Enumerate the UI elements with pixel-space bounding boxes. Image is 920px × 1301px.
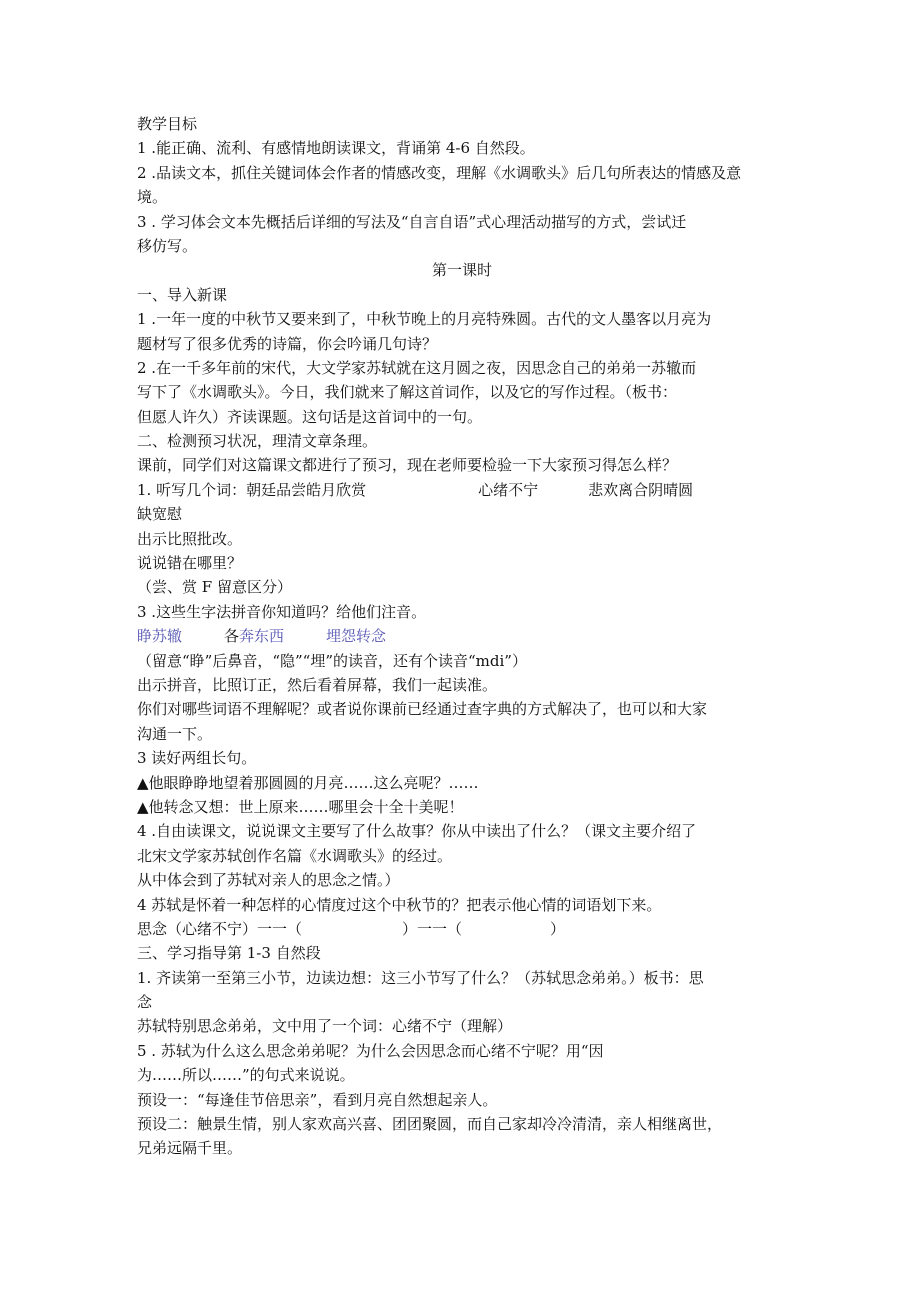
dictation-word: 悲欢离合阴晴圆 [588, 480, 694, 499]
paragraph-line: 念 [137, 993, 153, 1012]
paragraph-line: 出示比照批改。 [137, 529, 243, 548]
pinyin-words-line [137, 624, 787, 648]
section-title: 二、检测预习状况，理清文章条理。 [137, 432, 378, 451]
long-sentence-line: ▲他眼睁睁地望着那圆圆的月亮……这么亮呢？…… [137, 773, 479, 792]
paragraph-line: 4 .自由读课文，说说课文主要写了什么故事？你从中读出了什么？（课文主要介绍了 [137, 822, 697, 841]
paragraph-line: 你们对哪些词语不理解呢？或者说你课前已经通过查字典的方式解决了，也可以和大家 [137, 700, 708, 719]
paragraph-line: 2 .在一千多年前的宋代，大文学家苏轼就在这月圆之夜，因思念自己的弟弟一苏辙而 [137, 358, 697, 377]
goal-line: 境。 [137, 188, 168, 207]
goal-line: 2 .品读文本，抓住关键词体会作者的情感改变，理解《水调歌头》后几句所表达的情感及意 [137, 163, 742, 182]
paragraph-line: 兄弟远隔千里。 [137, 1139, 243, 1158]
paragraph-line: 沟通一下。 [137, 724, 213, 743]
pinyin-word: 睁苏辙 [137, 627, 183, 646]
goal-line: 3 . 学习体会文本先概括后详细的写法及“自言自语”式心理活动描写的方式，尝试迁 [137, 212, 687, 231]
paragraph-line: 题材写了很多优秀的诗篇，你会吟诵几句诗？ [137, 334, 438, 353]
paragraph-line: 预设二：触景生情，别人家欢高兴喜、团团聚圆，而自己家却冷冷清清，亲人相继离世， [137, 1115, 723, 1134]
paragraph-line: 课前，同学们对这篇课文都进行了预习，现在老师要检验一下大家预习得怎么样？ [137, 456, 678, 475]
paragraph-line: 说说错在哪里？ [137, 554, 243, 573]
section-title: 三、学习指导第 1-3 自然段 [137, 944, 321, 963]
goal-line: 1 .能正确、流利、有感情地朗读课文，背诵第 4-6 自然段。 [137, 139, 535, 158]
emotion-chain-middle: ）一一（ [402, 919, 463, 938]
dictation-continued: 缺宽慰 [137, 505, 183, 524]
paragraph-line: 为……所以……”的句式来说说。 [137, 1066, 355, 1085]
pinyin-word: 埋怨转念 [326, 627, 387, 646]
paragraph-line: 苏轼特别思念弟弟，文中用了一个词：心绪不宁（理解） [137, 1017, 513, 1036]
pinyin-word: 奔东西 [239, 627, 285, 646]
dictation-line [137, 478, 787, 502]
emotion-chain-start: 思念（心绪不宁）一一（ [137, 919, 303, 938]
paragraph-line: （尝、赏 F 留意区分） [137, 578, 292, 597]
goal-line: 移仿写。 [137, 236, 198, 255]
emotion-chain-end: ） [550, 919, 566, 938]
paragraph-line: 出示拼音，比照订正，然后看着屏幕，我们一起读准。 [137, 675, 498, 694]
paragraph-line: 5 . 苏轼为什么这么思念弟弟呢？为什么会因思念而心绪不宁呢？用“因 [137, 1041, 604, 1060]
long-sentence-line: ▲他转念又想：世上原来……哪里会十全十美呢！ [137, 797, 464, 816]
heading-teaching-goals: 教学目标 [137, 115, 198, 133]
paragraph-line: 4 苏轼是怀着一种怎样的心情度过这个中秋节的？把表示他心情的词语划下来。 [137, 895, 662, 914]
paragraph-line: 3 读好两组长句。 [137, 749, 257, 768]
paragraph-line: （留意“睁”后鼻音，“隐”“埋”的读音，还有个读音“mdi”） [137, 651, 527, 670]
dictation-lead: 1. 听写几个词：朝廷品尝皓月欣赏 [137, 480, 367, 499]
paragraph-line: 1 .一年一度的中秋节又要来到了，中秋节晚上的月亮特殊圆。古代的文人墨客以月亮为 [137, 310, 712, 329]
paragraph-line: 3 .这些生字法拼音你知道吗？给他们注音。 [137, 602, 427, 621]
section-title: 一、导入新课 [137, 285, 228, 304]
paragraph-line: 1. 齐读第一至第三小节，边读边想：这三小节写了什么？（苏轼思念弟弟。）板书：思 [137, 968, 704, 987]
paragraph-line: 北宋文学家苏轼创作名篇《水调歌头》的经过。 [137, 846, 453, 865]
paragraph-line: 但愿人许久）齐读课题。这句话是这首词中的一句。 [137, 407, 483, 426]
emotion-chain-line [137, 917, 787, 941]
paragraph-line: 预设一：“每逢佳节倍思亲”，看到月亮自然想起亲人。 [137, 1090, 498, 1109]
lesson-title: 第一课时 [431, 261, 492, 280]
paragraph-line: 写下了《水调歌头》。今日，我们就来了解这首词作，以及它的写作过程。（板书： [137, 383, 678, 402]
paragraph-line: 从中体会到了苏轼对亲人的思念之情。） [137, 871, 400, 890]
document-page [137, 112, 787, 1161]
dictation-word: 心绪不宁 [478, 480, 539, 499]
pinyin-word-prefix: 各 [224, 627, 240, 646]
